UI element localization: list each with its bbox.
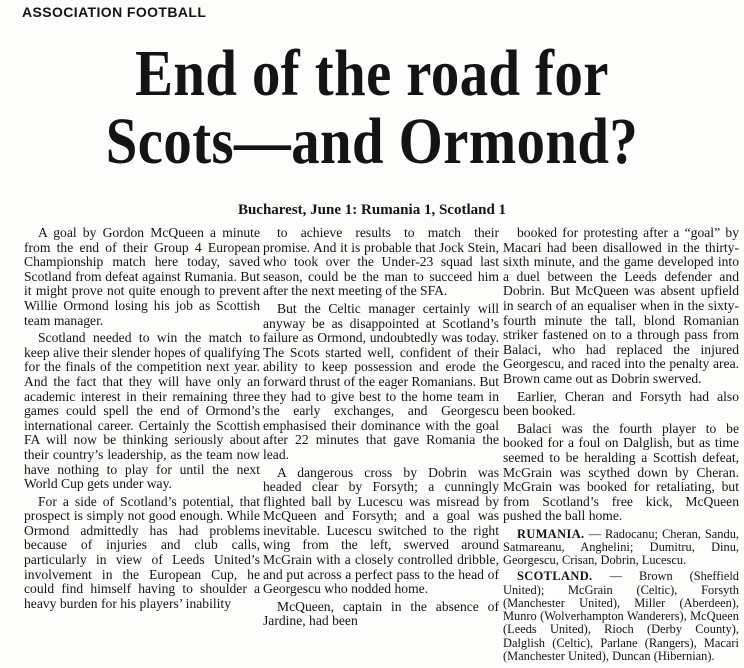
article-column-3 xyxy=(503,226,739,666)
team-name: SCOTLAND. xyxy=(517,569,593,584)
headline xyxy=(52,37,692,178)
team-players: — Radocanu; Cheran, Sandu, Satmareanu, Anghelini; Dumitru, Dinu, Georgescu, Crisan, Dobrin, Lucescu. xyxy=(503,526,739,568)
paragraph: Earlier, Cheran and Forsyth had also been booked. xyxy=(503,388,739,419)
team-players: — Brown (Sheffield United); McGrain (Celtic), Forsyth (Manchester United), Miller (Aberdeen), Munro (Wolverhampton Wanderers), McQueen (Leeds United), Rioch (Derby County), Dalglish (Celtic), Parlane (Rangers), Macari (Manchester United), Duncan (Hibernian). xyxy=(503,569,739,663)
headline-line-1: End of the road for xyxy=(135,37,609,110)
article-column-2 xyxy=(263,226,499,632)
paragraph: Balaci was the fourth player to be booked for a foul on Dalglish, but as time seemed to be heralding a Scottish defeat, McGrain was scythed down by Cheran. McGrain was booked for retaliating, but from Scotland’s free kick, McQueen pushed the ball home. xyxy=(503,420,739,524)
team-name: RUMANIA. xyxy=(517,526,585,541)
headline-line-2: Scots—and Ormond? xyxy=(105,105,639,178)
section-label: ASSOCIATION FOOTBALL xyxy=(22,4,207,20)
paragraph: McQueen, captain in the absence of Jardine, had been xyxy=(263,598,499,629)
article-column-1 xyxy=(24,226,260,614)
paragraph: But the Celtic manager certainly will anyway be as disappointed at Scotland’s failure as Ormond, undoubtedly was today. The Scots started well, confident of their ability to keep possession and erode the forward thrust of the eager Romanians. But they had to give best to the home team in the early exchanges, and Georgescu emphasised their dominance with the goal after 22 minutes that gave Romania the lead. xyxy=(263,300,499,462)
paragraph: For a side of Scotland’s potential, that prospect is simply not good enough. While Ormond admittedly has had problems because of injuries and club calls, particularly in view of Leeds United’s involvement in the European Cup, he could find himself having to shoulder a heavy burden for his players’ inability xyxy=(24,493,260,611)
paragraph: A dangerous cross by Dobrin was headed clear by Forsyth; a cunningly flighted ball by Lucescu was misread by McQueen and Forsyth; and a goal was inevitable. Lucescu switched to the right wing from the left, swerved around McGrain with a closely controlled dribble, and put across a perfect pass to the head of Georgescu who nodded home. xyxy=(263,464,499,597)
paragraph: Scotland needed to win the match to keep alive their slender hopes of qualifying for the finals of the competition next year. And the fact that they will have only an academic interest in their remaining three games could spell the end of Ormond’s international career. Certainly the Scottish FA will now be thinking seriously about their country’s leadership, as the team now have nothing to play for until the next World Cup gets under way. xyxy=(24,330,260,492)
paragraph: booked for protesting after a “goal” by Macari had been disallowed in the thirty-sixth minute, and the game developed into a duel between the Leeds defender and Dobrin. But McQueen was absent upfield in search of an equaliser when in the sixty-fourth minute the tall, blond Romanian striker fastened on to a through pass from Balaci, who had replaced the injured Georgescu, and raced into the penalty area. Brown came out as Dobrin swerved. xyxy=(503,225,739,386)
paragraph: to achieve results to match their promise. And it is probable that Jock Stein, who took over the Under-23 squad last season, could be the man to succeed him after the next meeting of the SFA. xyxy=(263,225,499,299)
paragraph: A goal by Gordon McQueen a minute from the end of their Group 4 European Championship match here today, saved Scotland from defeat against Rumania. But it might prove not quite enough to prevent Willie Ormond losing his job as Scottish team manager. xyxy=(24,225,260,328)
dateline: Bucharest, June 1: Rumania 1, Scotland 1 xyxy=(237,202,507,218)
team-lineup-rumania xyxy=(503,528,739,568)
team-lineup-scotland xyxy=(503,570,739,662)
